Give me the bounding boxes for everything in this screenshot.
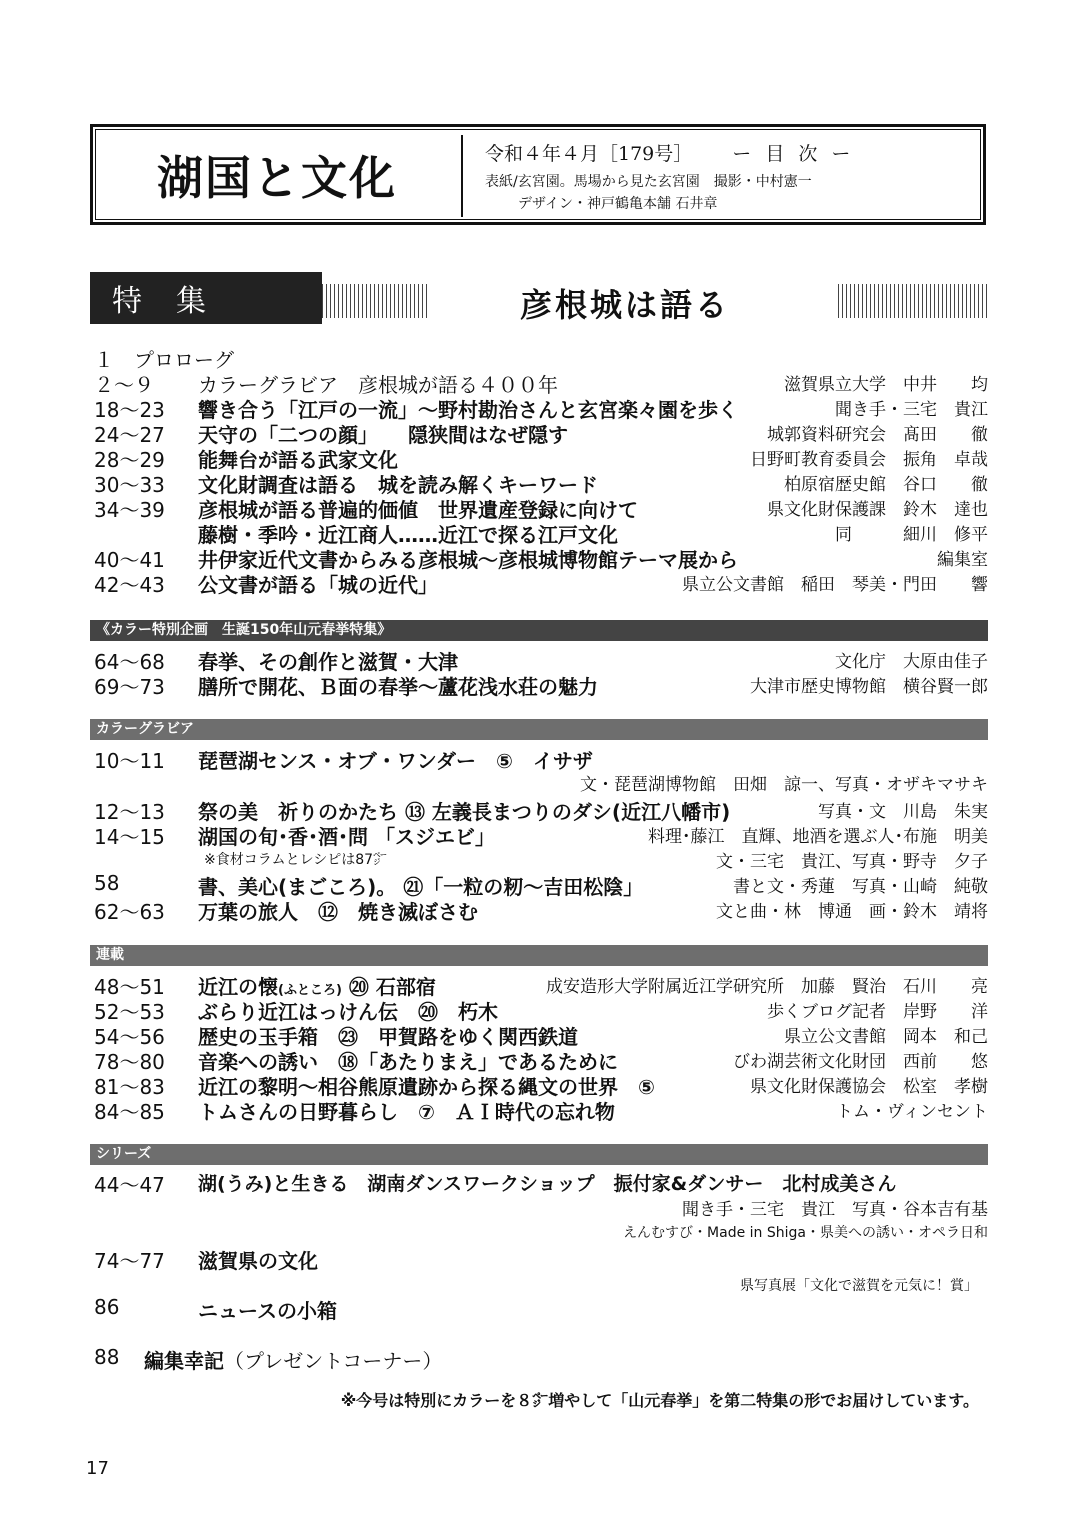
- toc-title: 琵琶湖センス・オブ・ワンダー ⑤ イサザ: [198, 749, 593, 773]
- toc-title: ぶらり近江はっけん伝 ⑳ 朽木: [198, 1000, 498, 1024]
- masthead-divider: [461, 135, 463, 217]
- toc-author: 文・三宅 貴江、写真・野寺 夕子: [716, 852, 988, 872]
- toc-title: ニュースの小箱: [198, 1299, 337, 1323]
- toc-row: [94, 569, 988, 597]
- toc-author: びわ湖芸術文化財団 西前 悠: [733, 1052, 988, 1072]
- toc-page: 14～15: [94, 825, 165, 849]
- toc-label: ー 目 次 ー: [732, 143, 855, 165]
- toc-row: [94, 1169, 988, 1197]
- toc-title-main: 編集幸記: [144, 1349, 224, 1373]
- toc-page: 44～47: [94, 1173, 165, 1197]
- toc-author: 滋賀県立大学 中井 均: [784, 375, 988, 395]
- toc-page: 86: [94, 1295, 120, 1319]
- toc-row: [94, 469, 988, 497]
- issue-date: 令和４年４月［179号］: [485, 143, 693, 165]
- toc-page: 40～41: [94, 548, 165, 572]
- toc-title-rest: ⑳ 石部宿: [341, 975, 436, 999]
- toc-title: 歴史の玉手箱 ㉓ 甲賀路をゆく関西鉄道: [198, 1025, 578, 1049]
- toc-row: [94, 769, 988, 794]
- toc-row: [94, 1295, 988, 1323]
- toc-note: ※食材コラムとレシピは87㌻: [204, 852, 388, 868]
- toc-title: 彦根城が語る普遍的価値 世界遺産登録に向けて: [198, 498, 638, 522]
- toc-row: [94, 1245, 988, 1273]
- stripe-decoration: [322, 284, 430, 318]
- toc-row: [94, 971, 988, 999]
- toc-page: 12～13: [94, 800, 165, 824]
- toc-author: 聞き手・三宅 貴江 写真・谷本吉有基: [682, 1200, 988, 1220]
- toc-page: 28～29: [94, 448, 165, 472]
- toc-page: 74～77: [94, 1249, 165, 1273]
- stripe-decoration: [838, 284, 987, 318]
- toc-author: 料理･藤江 直輝、地酒を選ぶ人･布施 明美: [648, 827, 988, 847]
- section-bar-color-special: 《カラー特別企画 生誕150年山元春挙特集》: [90, 620, 988, 641]
- toc-title: 藤樹・季吟・近江商人……近江で探る江戸文化: [198, 523, 618, 547]
- toc-author: 同 細川 修平: [835, 525, 988, 545]
- toc-title: 滋賀県の文化: [198, 1249, 318, 1273]
- feature-title: 彦根城は語る: [520, 286, 731, 324]
- toc-title: 能舞台が語る武家文化: [198, 448, 398, 472]
- toc-author: 大津市歴史博物館 横谷賢一郎: [750, 677, 988, 697]
- toc-title: 音楽への誘い ⑱「あたりまえ」であるために: [198, 1050, 618, 1074]
- section-bar-series: シリーズ: [90, 1144, 988, 1165]
- toc-title: 湖国の旬･香･酒･問 「スジエビ」: [198, 825, 495, 849]
- toc-row: [94, 344, 988, 372]
- toc-title: 湖(うみ)と生きる 湖南ダンスワークショップ 振付家&ダンサー 北村成美さん: [198, 1173, 897, 1195]
- toc-row: [94, 871, 988, 899]
- toc-page: 81～83: [94, 1075, 165, 1099]
- toc-title: トムさんの日野暮らし ⑦ ＡＩ時代の忘れ物: [198, 1100, 615, 1124]
- toc-page: 69～73: [94, 675, 165, 699]
- footnote: ※今号は特別にカラーを８㌻増やして「山元春挙」を第二特集の形でお届けしています。: [340, 1391, 979, 1410]
- toc-author: 城郭資料研究会 髙田 徹: [767, 425, 988, 445]
- toc-note: 県写真展「文化で滋賀を元気に！賞」: [740, 1278, 978, 1294]
- toc-author: 県文化財保護協会 松室 孝樹: [750, 1077, 988, 1097]
- toc-row: [94, 494, 988, 522]
- toc-author: 成安造形大学附属近江学研究所 加藤 賢治 石川 亮: [546, 977, 988, 997]
- toc-title: 春挙、その創作と滋賀・大津: [198, 650, 458, 674]
- toc-page: 52～53: [94, 1000, 165, 1024]
- toc-author: 文化庁 大原由佳子: [835, 652, 988, 672]
- magazine-logo: 湖国と文化: [157, 150, 397, 205]
- toc-page: 54～56: [94, 1025, 165, 1049]
- section-bar-serial: 連載: [90, 945, 988, 966]
- toc-page: 64～68: [94, 650, 165, 674]
- feature-label: 特集: [90, 272, 322, 324]
- toc-row: [94, 1345, 988, 1373]
- section-bar-gravure: カラーグラビア: [90, 719, 988, 740]
- toc-title: 近江の黎明～相谷熊原遺跡から探る縄文の世界 ⑤: [198, 1075, 655, 1099]
- toc-author: 柏原宿歴史館 谷口 徹: [784, 475, 988, 495]
- issue-line: [485, 139, 854, 166]
- toc-author: 県立公文書館 岡本 和己: [784, 1027, 988, 1047]
- masthead: [90, 124, 986, 225]
- toc-page: 78～80: [94, 1050, 165, 1074]
- toc-row: [94, 1194, 988, 1219]
- toc-row: [94, 1071, 988, 1099]
- toc-author: 日野町教育委員会 振角 卓哉: [750, 450, 988, 470]
- toc-author: 県立公文書館 稲田 琴美・門田 響: [682, 575, 988, 595]
- toc-page: 34～39: [94, 498, 165, 522]
- toc-page: 88: [94, 1345, 120, 1369]
- toc-title-rest: （プレゼントコーナー）: [224, 1349, 443, 1373]
- toc-row: [94, 544, 988, 572]
- toc-row: [94, 444, 988, 472]
- toc-row: [94, 646, 988, 674]
- toc-row: [94, 846, 988, 871]
- toc-title: 膳所で開花、Ｂ面の春挙～蘆花浅水荘の魅力: [198, 675, 598, 699]
- toc-title: 天守の「二つの顔」 隠狭間はなぜ隠す: [198, 423, 568, 447]
- toc-page: 58: [94, 871, 120, 895]
- toc-row: [94, 996, 988, 1024]
- toc-title-main: 近江の懐: [198, 975, 278, 999]
- toc-title-ruby: (ふところ): [278, 983, 342, 998]
- toc-row: [94, 745, 988, 773]
- toc-page: ２～９: [94, 373, 154, 397]
- toc-title: [144, 1345, 442, 1374]
- toc-page: 48～51: [94, 975, 165, 999]
- toc-page: 18～23: [94, 398, 165, 422]
- cover-credit: 表紙/玄宮園。馬場から見た玄宮園 撮影・中村憲一: [485, 174, 812, 190]
- toc-row: [94, 394, 988, 422]
- toc-title: 祭の美 祈りのかたち ⑬ 左義長まつりのダシ(近江八幡市): [198, 800, 731, 824]
- toc-row: [94, 796, 988, 824]
- design-credit: デザイン・神戸鶴亀本舗 石井章: [518, 196, 718, 212]
- toc-title: 文化財調査は語る 城を読み解くキーワード: [198, 473, 598, 497]
- toc-author: 編集室: [937, 550, 988, 570]
- toc-row: [94, 1046, 988, 1074]
- toc-row: [94, 1021, 988, 1049]
- toc-author: 文・琵琶湖博物館 田畑 諒一、写真・オザキマサキ: [580, 775, 988, 795]
- toc-note: えんむすび・Made in Shiga・県美への誘い・オペラ日和: [623, 1225, 988, 1241]
- toc-author: トム・ヴィンセント: [836, 1102, 988, 1122]
- feature-header: [90, 272, 987, 324]
- toc-author: 写真・文 川島 朱実: [818, 802, 988, 822]
- toc-page: 84～85: [94, 1100, 165, 1124]
- toc-row: [94, 1220, 988, 1245]
- toc-row: [94, 671, 988, 699]
- toc-author: 県文化財保護課 鈴木 達也: [767, 500, 988, 520]
- page-number: 17: [86, 1458, 109, 1479]
- toc-author: 歩くブログ記者 岸野 洋: [767, 1002, 988, 1022]
- toc-title: 公文書が語る「城の近代」: [198, 573, 438, 597]
- toc-row: [94, 519, 988, 547]
- toc-row: [94, 821, 988, 849]
- toc-row: [94, 896, 988, 924]
- toc-page: １ プロローグ: [94, 348, 234, 372]
- toc-title: 響き合う「江戸の一流」～野村勘治さんと玄宮楽々園を歩く: [198, 398, 738, 422]
- toc-title: カラーグラビア 彦根城が語る４００年: [198, 373, 558, 397]
- toc-page: 42～43: [94, 573, 165, 597]
- toc-author: 聞き手・三宅 貴江: [835, 400, 988, 420]
- toc-author: 文と曲・林 博通 画・鈴木 靖将: [716, 902, 988, 922]
- toc-page: 30～33: [94, 473, 165, 497]
- toc-title: 書、美心(まごころ)。 ㉑「一粒の籾～吉田松陰」: [198, 875, 644, 899]
- toc-author: 書と文・秀蓮 写真・山崎 純敬: [733, 877, 988, 897]
- toc-page: 62～63: [94, 900, 165, 924]
- toc-page: 24～27: [94, 423, 165, 447]
- toc-row: [94, 369, 988, 397]
- toc-row: [94, 1096, 988, 1124]
- toc-title: 井伊家近代文書からみる彦根城～彦根城博物館テーマ展から: [198, 548, 738, 572]
- toc-row: [94, 419, 988, 447]
- toc-page: 10～11: [94, 749, 165, 773]
- toc-title: 万葉の旅人 ⑫ 焼き滅ぼさむ: [198, 900, 478, 924]
